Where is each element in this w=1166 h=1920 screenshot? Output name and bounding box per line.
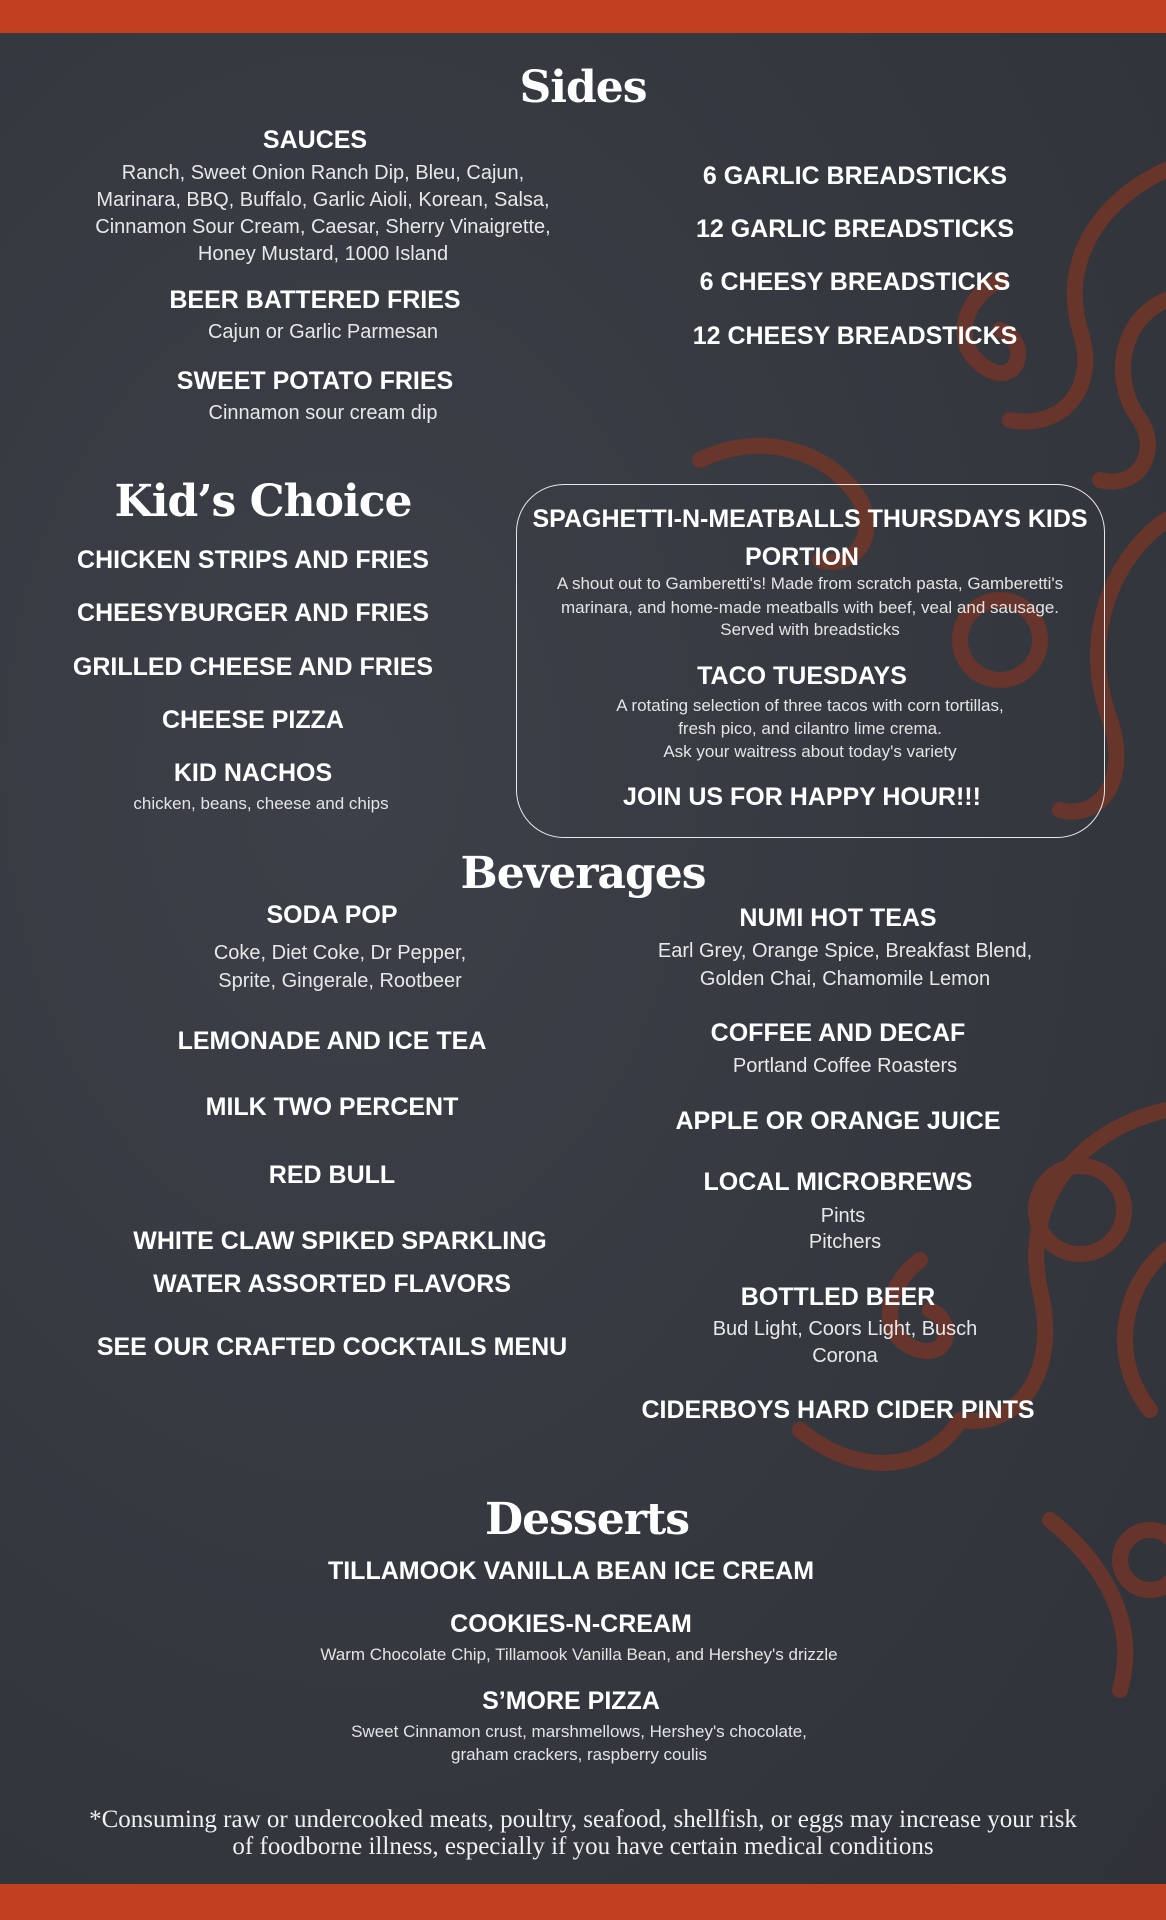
kids-item-5: KID NACHOS xyxy=(173,759,333,787)
microbrews-heading: LOCAL MICROBREWS xyxy=(703,1168,973,1196)
section-title-kids: Kid’s Choice xyxy=(114,476,412,527)
soda-pop-desc-1: Coke, Diet Coke, Dr Pepper, xyxy=(213,942,467,964)
smore-heading: S’MORE PIZZA xyxy=(482,1687,660,1715)
bottom-band xyxy=(0,1884,1166,1920)
cocktails-item: SEE OUR CRAFTED COCKTAILS MENU xyxy=(96,1333,568,1361)
cider-item: CIDERBOYS HARD CIDER PINTS xyxy=(641,1396,1035,1424)
kids-item-4: CHEESE PIZZA xyxy=(162,706,344,734)
taco-desc-2: fresh pico, and cilantro lime crema. xyxy=(678,719,942,738)
kids-item-1: CHICKEN STRIPS AND FRIES xyxy=(77,546,429,574)
sauces-desc-1: Ranch, Sweet Onion Ranch Dip, Bleu, Cajun, xyxy=(121,162,525,184)
section-title-sides: Sides xyxy=(519,62,647,113)
smore-desc-1: Sweet Cinnamon crust, marshmellows, Hershey's chocolate, xyxy=(351,1722,807,1741)
teas-desc-2: Golden Chai, Chamomile Lemon xyxy=(699,968,991,990)
microbrews-desc-1: Pints xyxy=(820,1205,866,1227)
kids-item-2: CHEESYBURGER AND FRIES xyxy=(77,599,429,627)
milk-item: MILK TWO PERCENT xyxy=(205,1093,459,1121)
icecream-item: TILLAMOOK VANILLA BEAN ICE CREAM xyxy=(327,1557,815,1585)
section-title-beverages: Beverages xyxy=(460,848,706,899)
breadsticks-item-1: 6 GARLIC BREADSTICKS xyxy=(702,162,1008,190)
sauces-heading: SAUCES xyxy=(262,126,368,154)
beer-fries-heading: BEER BATTERED FRIES xyxy=(169,286,461,314)
breadsticks-item-4: 12 CHEESY BREADSTICKS xyxy=(692,322,1018,350)
teas-heading: NUMI HOT TEAS xyxy=(739,904,937,932)
spaghetti-heading-2: PORTION xyxy=(745,543,859,571)
cookies-desc: Warm Chocolate Chip, Tillamook Vanilla Bean, and Hershey's drizzle xyxy=(320,1645,838,1664)
breadsticks-item-3: 6 CHEESY BREADSTICKS xyxy=(699,268,1011,296)
smore-desc-2: graham crackers, raspberry coulis xyxy=(450,1745,708,1764)
spaghetti-heading-1: SPAGHETTI-N-MEATBALLS THURSDAYS KIDS xyxy=(532,505,1088,533)
spaghetti-desc-2: marinara, and home-made meatballs with beef, veal and sausage. xyxy=(560,598,1060,617)
breadsticks-item-2: 12 GARLIC BREADSTICKS xyxy=(695,215,1015,243)
sweet-fries-heading: SWEET POTATO FRIES xyxy=(176,367,454,395)
sauces-desc-3: Cinnamon Sour Cream, Caesar, Sherry Vinaigrette, xyxy=(95,216,551,238)
kids-item-3: GRILLED CHEESE AND FRIES xyxy=(72,653,434,681)
section-title-desserts: Desserts xyxy=(485,1494,689,1545)
microbrews-desc-2: Pitchers xyxy=(808,1231,882,1253)
juice-item: APPLE OR ORANGE JUICE xyxy=(675,1107,1001,1135)
teas-desc-1: Earl Grey, Orange Spice, Breakfast Blend, xyxy=(657,940,1033,962)
cookies-heading: COOKIES-N-CREAM xyxy=(450,1610,692,1638)
disclaimer-line-1: *Consuming raw or undercooked meats, poultry, seafood, shellfish, or eggs may increase your risk xyxy=(89,1806,1077,1833)
bottled-beer-desc-2: Corona xyxy=(812,1345,878,1367)
whiteclaw-item-2: WATER ASSORTED FLAVORS xyxy=(153,1270,511,1298)
kid-nachos-desc: chicken, beans, cheese and chips xyxy=(133,794,389,813)
happy-hour-text: JOIN US FOR HAPPY HOUR!!! xyxy=(623,783,981,811)
redbull-item: RED BULL xyxy=(268,1161,396,1189)
bottled-beer-heading: BOTTLED BEER xyxy=(740,1283,936,1311)
disclaimer-line-2: of foodborne illness, especially if you have certain medical conditions xyxy=(232,1833,934,1860)
taco-heading: TACO TUESDAYS xyxy=(697,662,907,690)
soda-pop-heading: SODA POP xyxy=(266,901,398,929)
taco-desc-3: Ask your waitress about today's variety xyxy=(663,742,957,761)
spaghetti-desc-3: Served with breadsticks xyxy=(720,620,900,639)
coffee-heading: COFFEE AND DECAF xyxy=(710,1019,966,1047)
coffee-desc: Portland Coffee Roasters xyxy=(732,1055,958,1077)
lemonade-item: LEMONADE AND ICE TEA xyxy=(177,1027,487,1055)
beer-fries-desc: Cajun or Garlic Parmesan xyxy=(207,321,439,343)
taco-desc-1: A rotating selection of three tacos with corn tortillas, xyxy=(616,696,1004,715)
spaghetti-desc-1: A shout out to Gamberetti's! Made from scratch pasta, Gamberetti's xyxy=(556,574,1064,593)
sauces-desc-2: Marinara, BBQ, Buffalo, Garlic Aioli, Korean, Salsa, xyxy=(96,189,550,211)
sweet-fries-desc: Cinnamon sour cream dip xyxy=(208,402,438,424)
whiteclaw-item-1: WHITE CLAW SPIKED SPARKLING xyxy=(133,1227,547,1255)
bottled-beer-desc-1: Bud Light, Coors Light, Busch xyxy=(712,1318,978,1340)
soda-pop-desc-2: Sprite, Gingerale, Rootbeer xyxy=(218,970,462,992)
sauces-desc-4: Honey Mustard, 1000 Island xyxy=(197,243,449,265)
